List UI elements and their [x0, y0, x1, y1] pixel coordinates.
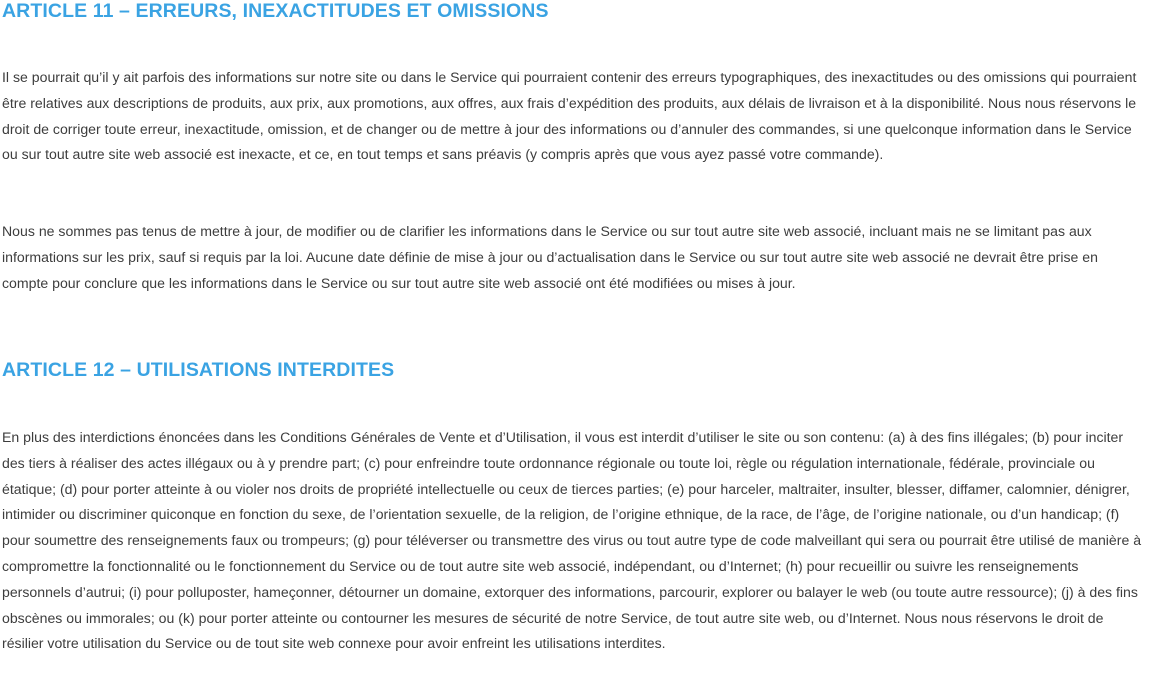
article-11-paragraph-2: Nous ne sommes pas tenus de mettre à jour, de modifier ou de clarifier les informations dans le Service ou sur tout autre site web associé, incluant mais ne se limitant pas aux informations sur les prix, sauf si requis par la loi. Aucune date définie de mise à jour ou d’actualisation dans le Service ou sur tout autre site web associé ne devrait être prise en compte pour conclure que les informations dans le Service ou sur tout autre site web associé ont été modifiées ou mises à jour. — [2, 223, 1098, 291]
article-11-paragraph-1: Il se pourrait qu’il y ait parfois des informations sur notre site ou dans le Service qui pourraient contenir des erreurs typographiques, des inexactitudes ou des omissions qui pourraient être relatives aux descriptions de produits, aux prix, aux promotions, aux offres, aux frais d’expédition des produits, aux délais de livraison et à la disponibilité. Nous nous réservons le droit de corriger toute erreur, inexactitude, omission, et de changer ou de mettre à jour des informations ou d’annuler des commandes, si une quelconque information dans le Service ou sur tout autre site web associé est inexacte, et ce, en tout temps et sans préavis (y compris après que vous ayez passé votre commande). — [2, 69, 1137, 163]
article-12-heading: ARTICLE 12 – UTILISATIONS INTERDITES — [2, 359, 395, 381]
article-11-heading: ARTICLE 11 – ERREURS, INEXACTITUDES ET OMISSIONS — [2, 0, 549, 22]
article-12-paragraph-1: En plus des interdictions énoncées dans les Conditions Générales de Vente et d’Utilisation, il vous est interdit d’utiliser le site ou son contenu: (a) à des fins illégales; (b) pour inciter des tiers à réaliser des actes illégaux ou à y prendre part; (c) pour enfreindre toute ordonnance régionale ou toute loi, règle ou régulation internationale, fédérale, provinciale ou étatique; (d) pour porter atteinte à ou violer nos droits de propriété intellectuelle ou ceux de tierces parties; (e) pour harceler, maltraiter, insulter, blesser, diffamer, calomnier, dénigrer, intimider ou discriminer quiconque en fonction du sexe, de l’orientation sexuelle, de la religion, de l’origine ethnique, de la race, de l’âge, de l’origine nationale, ou d’un handicap; (f) pour soumettre des renseignements faux ou trompeurs; (g) pour téléverser ou transmettre des virus ou tout autre type de code malveillant qui sera ou pourrait être utilisé de manière à compromettre la fonctionnalité ou le fonctionnement du Service ou de tout autre site web associé, indépendant, ou d’Internet; (h) pour recueillir ou suivre les renseignements personnels d’autrui; (i) pour polluposter, hameçonner, détourner un domaine, extorquer des informations, parcourir, explorer ou balayer le web (ou toute autre ressource); (j) à des fins obscènes ou immorales; ou (k) pour porter atteinte ou contourner les mesures de sécurité de notre Service, de tout autre site web, ou d’Internet. Nous nous réservons le droit de résilier votre utilisation du Service ou de tout site web connexe pour avoir enfreint les utilisations interdites. — [2, 429, 1142, 652]
